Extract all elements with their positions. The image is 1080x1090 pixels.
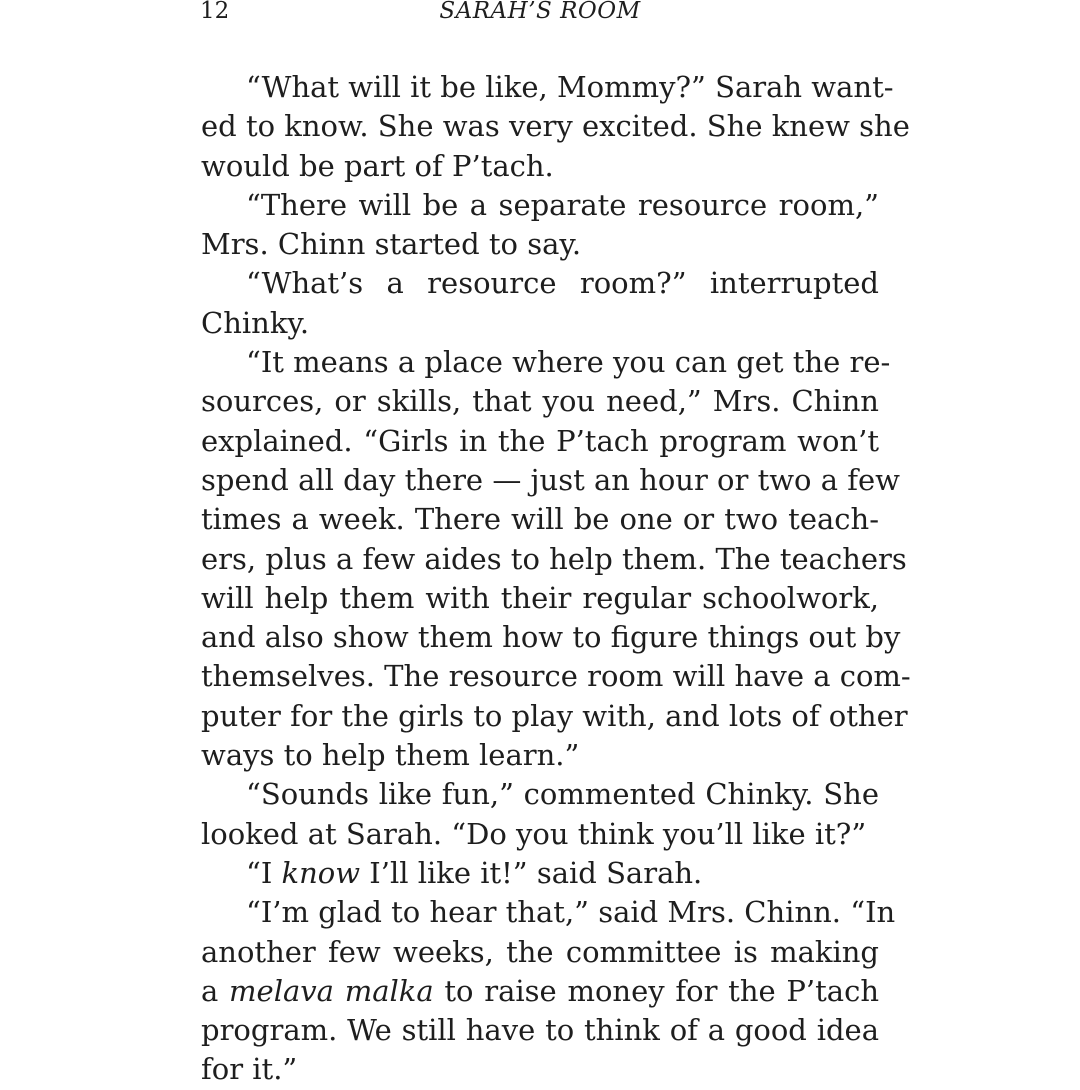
text-line: program. We still have to think of a good idea [201,1013,879,1048]
paragraph [201,775,879,854]
running-title: SARAH’S ROOM [439,0,641,24]
text-line: another few weeks, the committee is making [201,934,879,969]
text-run: a [201,973,230,1008]
text-line: explained. “Girls in the P’tach program won’t [201,423,879,458]
text-run: I’ll like it!” said Sarah. [360,855,703,890]
text-line: and also show them how to figure things out by [201,620,901,655]
running-head [200,0,880,26]
text-line: Mrs. Chinn started to say. [201,227,582,262]
page-number: 12 [200,0,230,24]
paragraph [201,68,910,186]
text-line: Chinky. [201,305,310,340]
emphasis-text: melava malka [229,973,434,1008]
text-line: “I’m glad to hear that,” said Mrs. Chinn. “In [246,895,896,930]
paragraph [201,854,879,893]
paragraph [201,893,896,1089]
paragraph [201,264,879,343]
text-line: sources, or skills, that you need,” Mrs. Chinn [201,384,879,419]
text-line: times a week. There will be one or two teach- [201,502,879,537]
text-line: “What’s a resource room?” interrupted [246,266,879,301]
text-line: “Sounds like fun,” commented Chinky. She [246,777,879,812]
body-text [201,68,911,1090]
text-line: ers, plus a few aides to help them. The teachers [201,541,907,576]
text-line: spend all day there — just an hour or two a few [201,462,900,497]
text-line: for it.” [201,1052,298,1087]
text-line: puter for the girls to play with, and lots of other [201,698,908,733]
text-line [201,854,879,893]
text-line: ways to help them learn.” [201,738,580,773]
text-line: ed to know. She was very excited. She knew she [201,109,910,144]
text-run: “I [246,855,282,890]
text-line [201,972,879,1011]
text-run: to raise money for the P’tach [433,973,880,1008]
paragraph [201,343,911,775]
paragraph [201,186,879,265]
text-line: would be part of P’tach. [201,148,554,183]
text-line: will help them with their regular schoolwork, [201,580,879,615]
text-line: “It means a place where you can get the re- [246,345,891,380]
text-line: “There will be a separate resource room,” [246,187,879,222]
text-line: looked at Sarah. “Do you think you’ll like it?” [201,816,867,851]
emphasis-text: know [281,855,361,890]
text-line: themselves. The resource room will have a com- [201,659,911,694]
text-line: “What will it be like, Mommy?” Sarah want- [246,70,894,104]
